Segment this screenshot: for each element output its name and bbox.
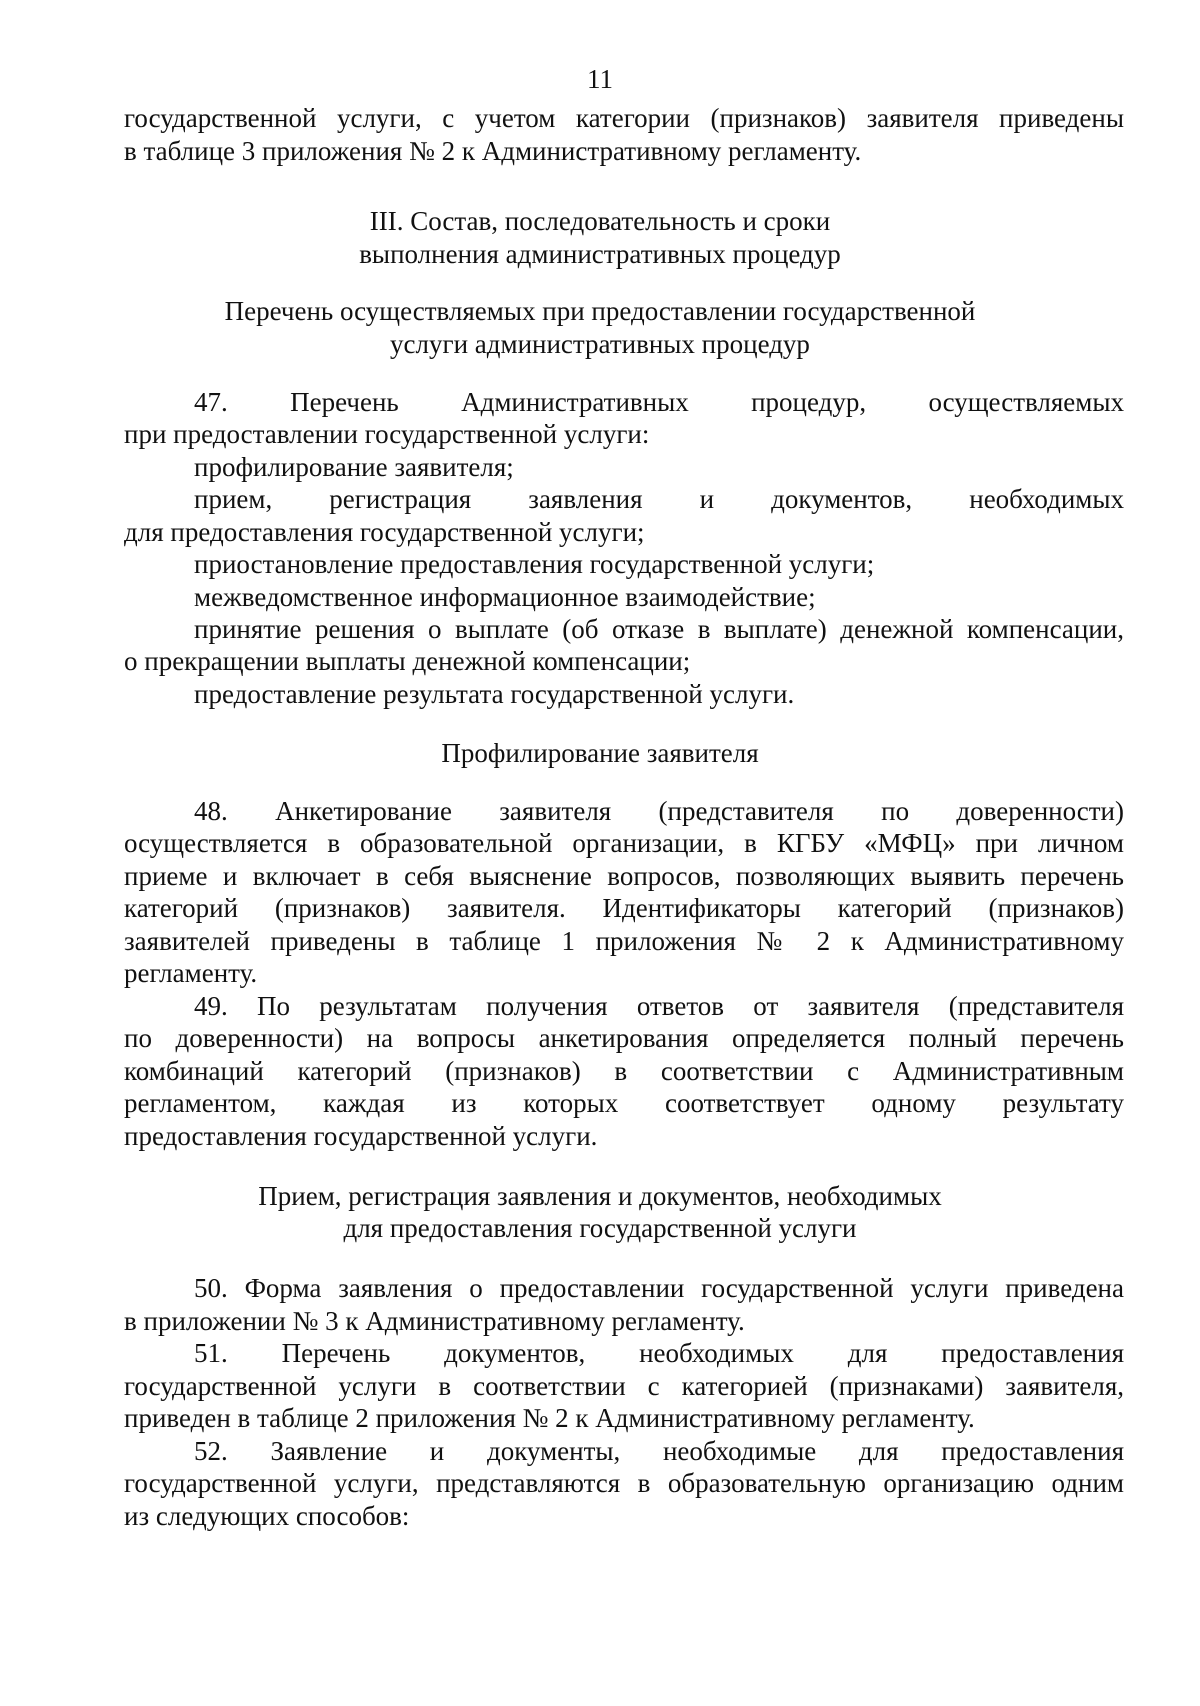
paragraph-line: категорий (признаков) заявителя. Идентификаторы категорий (признаков): [124, 893, 1124, 923]
paragraph-line: комбинаций категорий (признаков) в соответствии с Административным: [124, 1056, 1124, 1086]
paragraph-line: из следующих способов:: [124, 1501, 410, 1531]
paragraph-line: осуществляется в образовательной организации, в КГБУ «МФЦ» при личном: [124, 828, 1124, 858]
paragraph-line: приеме и включает в себя выяснение вопросов, позволяющих выявить перечень: [124, 861, 1124, 891]
paragraph-line: государственной услуги, представляются в образовательную организацию одним: [124, 1468, 1124, 1498]
paragraph-line: государственной услуги в соответствии с категорией (признаками) заявителя,: [124, 1371, 1124, 1401]
list-item: приостановление предоставления государственной услуги;: [194, 549, 875, 579]
paragraph-line: предоставления государственной услуги.: [124, 1121, 598, 1151]
page-number: 11: [587, 64, 613, 94]
subsection-heading: услуги административных процедур: [390, 329, 810, 359]
paragraph-line: 49. По результатам получения ответов от заявителя (представителя: [194, 991, 1124, 1021]
section-heading: III. Состав, последовательность и сроки: [369, 206, 831, 236]
section-heading: выполнения административных процедур: [359, 239, 841, 269]
list-item: межведомственное информационное взаимодействие;: [194, 582, 816, 612]
list-item: предоставление результата государственной услуги.: [194, 679, 795, 709]
subsection-heading: Перечень осуществляемых при предоставлении государственной: [224, 296, 976, 326]
paragraph-line: заявителей приведены в таблице 1 приложения № 2 к Административному: [124, 926, 1124, 956]
paragraph-line: в приложении № 3 к Административному регламенту.: [124, 1306, 745, 1336]
list-item: для предоставления государственной услуги;: [124, 517, 645, 547]
subsection-heading: Профилирование заявителя: [441, 738, 759, 768]
text-line: в таблице 3 приложения № 2 к Административному регламенту.: [124, 136, 862, 166]
paragraph-line: приведен в таблице 2 приложения № 2 к Административному регламенту.: [124, 1403, 975, 1433]
paragraph-line: 48. Анкетирование заявителя (представителя по доверенности): [194, 796, 1124, 826]
paragraph-line: по доверенности) на вопросы анкетирования определяется полный перечень: [124, 1023, 1124, 1053]
list-item: принятие решения о выплате (об отказе в выплате) денежной компенсации,: [194, 614, 1124, 644]
paragraph-line: 50. Форма заявления о предоставлении государственной услуги приведена: [194, 1273, 1124, 1303]
paragraph-line: 47. Перечень Административных процедур, осуществляемых: [194, 387, 1124, 417]
paragraph-line: регламентом, каждая из которых соответствует одному результату: [124, 1088, 1124, 1118]
paragraph-line: 51. Перечень документов, необходимых для предоставления: [194, 1338, 1124, 1368]
subsection-heading: для предоставления государственной услуги: [343, 1213, 857, 1243]
paragraph-line: регламенту.: [124, 958, 258, 988]
list-item: о прекращении выплаты денежной компенсации;: [124, 646, 691, 676]
text-line: государственной услуги, с учетом категории (признаков) заявителя приведены: [124, 103, 1124, 133]
list-item: прием, регистрация заявления и документов, необходимых: [194, 484, 1124, 514]
paragraph-line: при предоставлении государственной услуги:: [124, 419, 650, 449]
subsection-heading: Прием, регистрация заявления и документов, необходимых: [258, 1181, 942, 1211]
paragraph-line: 52. Заявление и документы, необходимые для предоставления: [194, 1436, 1124, 1466]
list-item: профилирование заявителя;: [194, 452, 514, 482]
